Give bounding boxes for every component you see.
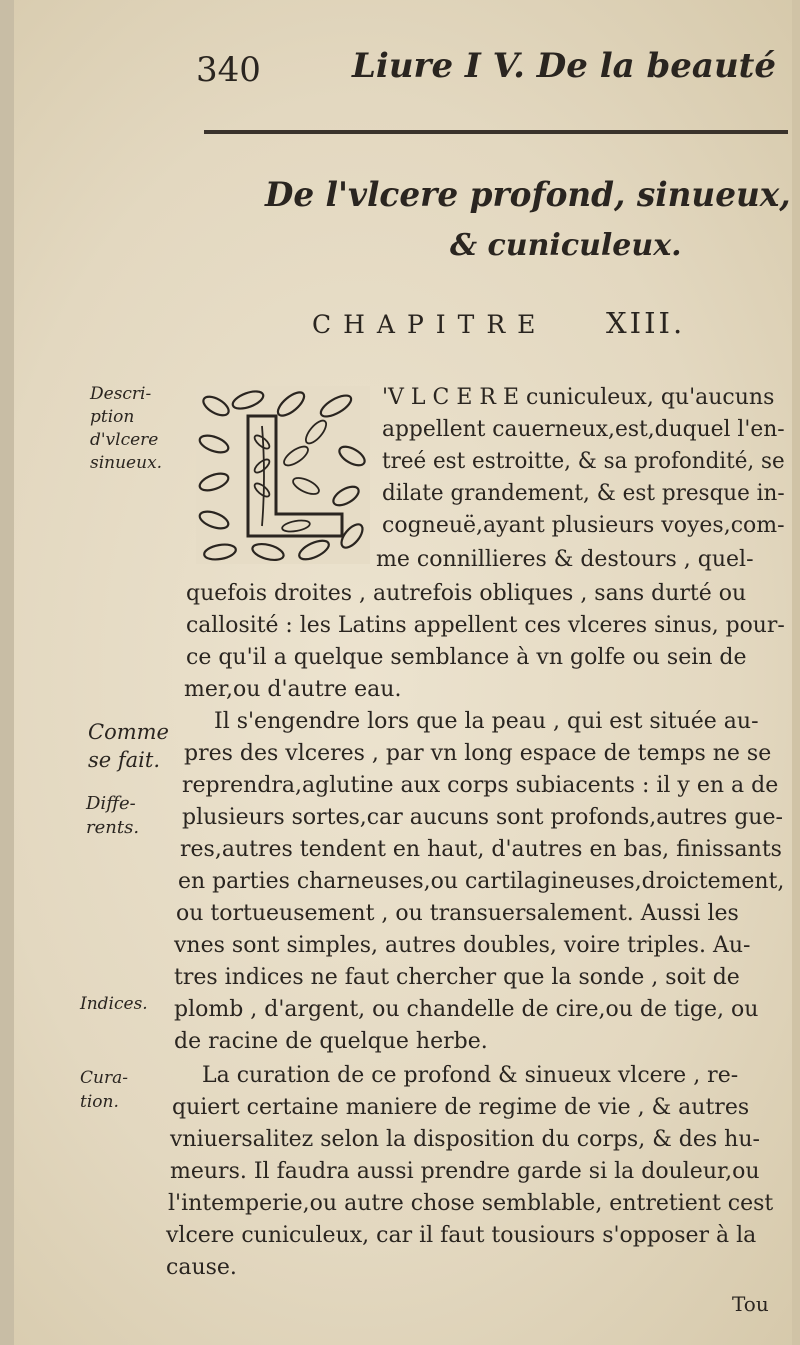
body-line: treé est estroitte, & sa profondité, se [382,449,785,474]
header-rule [204,130,788,134]
margin-note-indices: Indices. [80,994,148,1014]
running-title: Liure I V. De la beauté [352,46,777,86]
page-edge-right [792,0,800,1345]
body-line: me connillieres & destours , quel- [376,547,754,572]
body-line: La curation de ce profond & sinueux vlcere , re- [202,1063,739,1088]
body-line: meurs. Il faudra aussi prendre garde si la douleur,ou [170,1159,760,1184]
body-line: vlcere cuniculeux, car il faut tousiours s'opposer à la [166,1223,757,1248]
body-line: reprendra,aglutine aux corps subiacents : il y en a de [182,773,779,798]
chapter-title-line-2: & cuniculeux. [450,228,682,263]
body-line: callosité : les Latins appellent ces vlceres sinus, pour- [186,613,785,638]
decorated-initial-l-icon [196,386,370,564]
margin-note-description: Descri- ption d'vlcere sinueux. [90,384,163,473]
body-line: pres des vlceres , par vn long espace de temps ne se [184,741,772,766]
margin-note-comme: Comme se fait. [88,720,169,772]
margin-note-curation: Cura- tion. [80,1068,128,1112]
body-line: appellent cauerneux,est,duquel l'en- [382,417,785,442]
page-number: 340 [196,50,261,90]
body-line: vniuersalitez selon la disposition du corps, & des hu- [170,1127,760,1152]
body-line: plusieurs sortes,car aucuns sont profonds,autres gue- [182,805,783,830]
body-line: dilate grandement, & est presque in- [382,481,785,506]
body-line: ce qu'il a quelque semblance à vn golfe ou sein de [186,645,747,670]
body-line: vnes sont simples, autres doubles, voire triples. Au- [174,933,751,958]
body-line: cogneuë,ayant plusieurs voyes,com- [382,513,785,538]
body-line: mer,ou d'autre eau. [184,677,402,702]
margin-note-differents: Diffe- rents. [86,793,140,838]
body-line: cause. [166,1255,237,1280]
body-line: Il s'engendre lors que la peau , qui est située au- [214,709,759,734]
catchword: Tou [732,1292,769,1316]
chapter-label: CHAPITRE [312,310,548,339]
body-line: quefois droites , autrefois obliques , sans durté ou [186,581,747,606]
page-edge-left [0,0,14,1345]
body-line: de racine de quelque herbe. [174,1029,488,1054]
body-line: quiert certaine maniere de regime de vie , & autres [172,1095,750,1120]
chapter-number: XIII. [606,306,686,340]
body-line: l'intemperie,ou autre chose semblable, entretient cest [168,1191,774,1216]
body-line: en parties charneuses,ou cartilagineuses,droictement, [178,869,785,894]
body-line: ou tortueusement , ou transuersalement. Aussi les [176,901,739,926]
chapter-title-line-1: De l'vlcere profond, sinueux, [265,175,791,215]
body-line: plomb , d'argent, ou chandelle de cire,ou de tige, ou [174,997,759,1022]
body-line: tres indices ne faut chercher que la sonde , soit de [174,965,740,990]
body-line: 'V L C E R E cuniculeux, qu'aucuns [382,385,775,410]
body-line: res,autres tendent en haut, d'autres en bas, finissants [180,837,782,862]
